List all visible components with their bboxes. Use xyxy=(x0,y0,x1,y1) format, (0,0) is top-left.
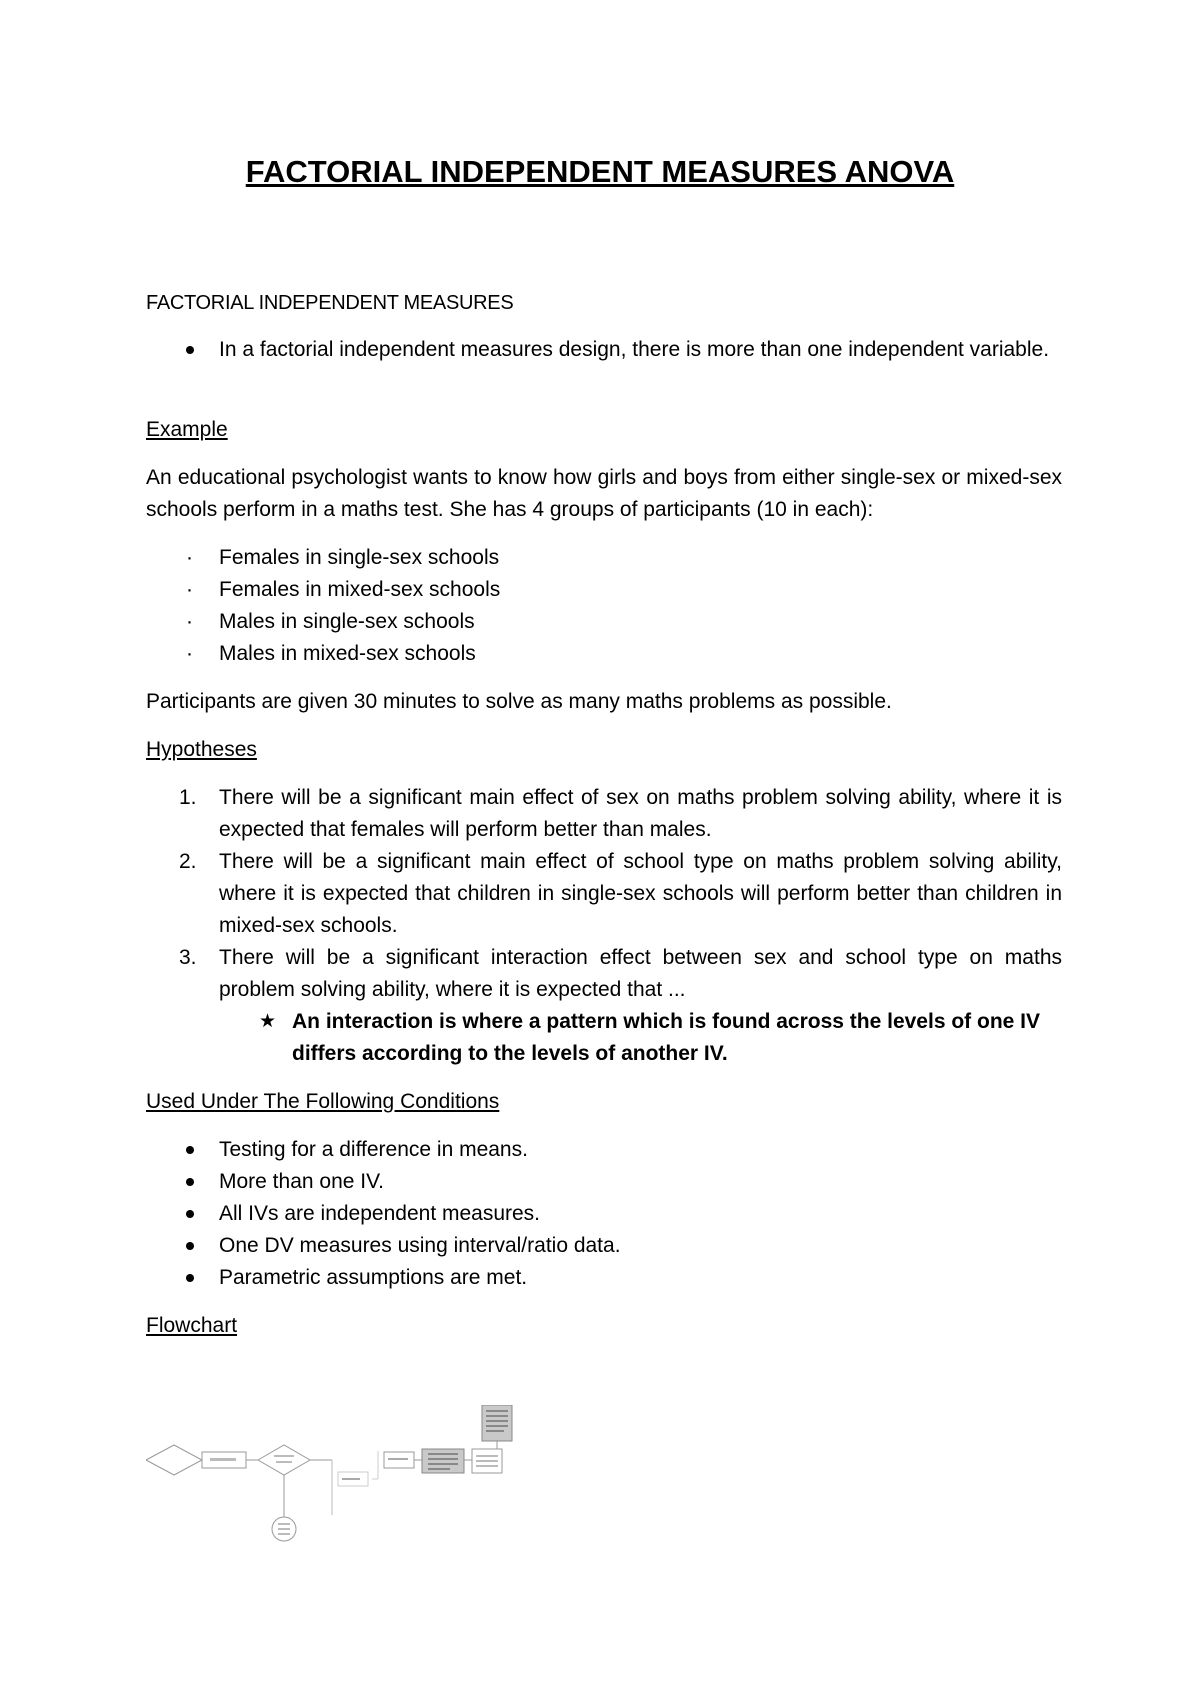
bullet-icon xyxy=(186,346,194,354)
interaction-note: ★ An interaction is where a pattern which is found across the levels of one IV differs according to the levels of another IV. xyxy=(219,1006,1062,1070)
flowchart-heading: Flowchart xyxy=(146,1314,238,1337)
groups-list xyxy=(146,542,1062,670)
list-item: Parametric assumptions are met. xyxy=(146,1262,1062,1294)
section-heading: FACTORIAL INDEPENDENT MEASURES xyxy=(146,292,514,314)
example-closing: Participants are given 30 minutes to solve as many maths problems as possible. xyxy=(146,690,892,713)
bullet-icon xyxy=(186,1242,194,1250)
list-item: 2. There will be a significant main effect of school type on maths problem solving ability, where it is expected that children in single-sex schools will perform better than children in mixed-sex schools. xyxy=(146,846,1062,942)
list-item: One DV measures using interval/ratio data. xyxy=(146,1230,1062,1262)
list-item: In a factorial independent measures design, there is more than one independent variable. xyxy=(146,334,1062,366)
dot-icon: · xyxy=(186,578,193,601)
bullet-icon xyxy=(186,1146,194,1154)
example-text: An educational psychologist wants to know how girls and boys from either single-sex or mixed-sex schools perform in a maths test. She has 4 groups of participants (10 in each): xyxy=(146,466,1062,521)
hypotheses-list xyxy=(146,782,1062,1006)
dot-icon: · xyxy=(186,610,193,633)
list-item: · Females in mixed-sex schools xyxy=(146,574,1062,606)
flowchart-decision-shape xyxy=(146,1445,202,1475)
list-item: · Males in mixed-sex schools xyxy=(146,638,1062,670)
bullet-icon xyxy=(186,1178,194,1186)
conditions-heading: Used Under The Following Conditions xyxy=(146,1090,500,1113)
conditions-list xyxy=(146,1134,1062,1294)
list-item: Testing for a difference in means. xyxy=(146,1134,1062,1166)
example-heading: Example xyxy=(146,418,228,441)
page-title: FACTORIAL INDEPENDENT MEASURES ANOVA xyxy=(245,154,955,189)
list-item: 3. There will be a significant interaction effect between sex and school type on maths problem solving ability, where it is expected that ... xyxy=(146,942,1062,1006)
flowchart-image xyxy=(146,1405,536,1555)
list-number: 3. xyxy=(179,946,197,969)
intro-list xyxy=(146,334,1062,366)
dot-icon: · xyxy=(186,642,193,665)
list-item: All IVs are independent measures. xyxy=(146,1198,1062,1230)
list-number: 1. xyxy=(179,786,197,809)
list-item: · Males in single-sex schools xyxy=(146,606,1062,638)
star-icon: ★ xyxy=(259,1011,277,1032)
flowchart-decision-shape xyxy=(258,1445,310,1475)
list-item: More than one IV. xyxy=(146,1166,1062,1198)
list-item: 1. There will be a significant main effect of sex on maths problem solving ability, where it is expected that females will perform better than males. xyxy=(146,782,1062,846)
bullet-icon xyxy=(186,1210,194,1218)
bullet-icon xyxy=(186,1274,194,1282)
flowchart-diagram xyxy=(146,1405,536,1555)
hypotheses-heading: Hypotheses xyxy=(146,738,257,761)
dot-icon: · xyxy=(186,546,193,569)
list-number: 2. xyxy=(179,850,197,873)
list-item: · Females in single-sex schools xyxy=(146,542,1062,574)
